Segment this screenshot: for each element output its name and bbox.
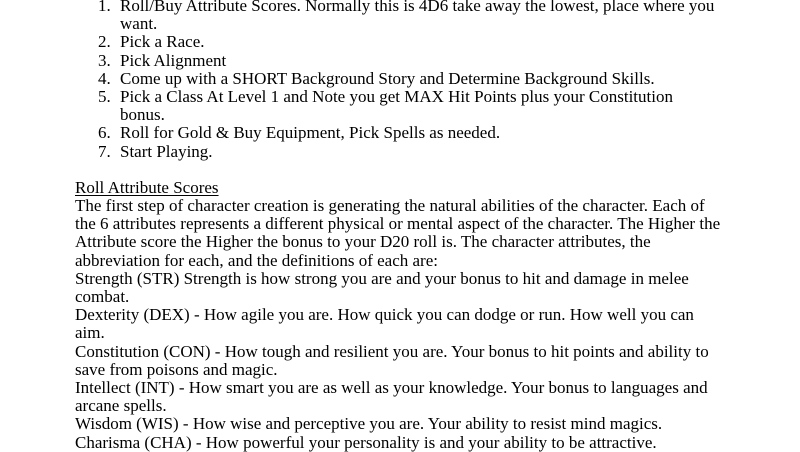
attribute-intellect: Intellect (INT) - How smart you are as well as your knowledge. Your bonus to languages and arcane spells. bbox=[75, 378, 708, 416]
roll-attribute-scores-section bbox=[0, 179, 725, 452]
list-number: 5. bbox=[98, 87, 111, 107]
list-item bbox=[0, 70, 720, 88]
list-number: 3. bbox=[98, 50, 111, 70]
list-number: 4. bbox=[98, 68, 111, 88]
list-item-text: Pick a Class At Level 1 and Note you get MAX Hit Points plus your Constitution bonus. bbox=[120, 87, 673, 125]
list-item bbox=[0, 52, 720, 70]
list-number: 7. bbox=[98, 141, 111, 161]
list-item bbox=[0, 143, 720, 161]
list-number: 1. bbox=[98, 0, 111, 15]
attribute-wisdom: Wisdom (WIS) - How wise and perceptive you are. Your ability to resist mind magics. bbox=[75, 414, 663, 434]
list-item-text: Pick Alignment bbox=[120, 50, 227, 70]
list-item-text: Roll for Gold & Buy Equipment, Pick Spells as needed. bbox=[120, 123, 501, 143]
list-number: 2. bbox=[98, 32, 111, 52]
list-item-text: Pick a Race. bbox=[120, 32, 205, 52]
section-heading: Roll Attribute Scores bbox=[75, 177, 219, 197]
list-item-text: Start Playing. bbox=[120, 141, 213, 161]
list-item bbox=[0, 0, 720, 33]
attribute-strength: Strength (STR) Strength is how strong you are and your bonus to hit and damage in melee combat. bbox=[75, 268, 689, 307]
list-item bbox=[0, 33, 720, 51]
character-creation-steps bbox=[0, 0, 800, 161]
attribute-dexterity: Dexterity (DEX) - How agile you are. How quick you can dodge or run. How well you can aim. bbox=[75, 305, 694, 343]
list-item-text: Roll/Buy Attribute Scores. Normally this is 4D6 take away the lowest, place where you want. bbox=[120, 0, 715, 34]
list-item-text: Come up with a SHORT Background Story and Determine Background Skills. bbox=[120, 68, 655, 88]
list-item bbox=[0, 88, 720, 124]
section-intro-paragraph: The first step of character creation is generating the natural abilities of the character. Each of the 6 attributes represents a different physical or mental aspect of the character. The Higher the Attribute score the Higher the bonus to your D20 roll is. The character attributes, the abbreviation for each, and the definitions of each are: bbox=[75, 196, 721, 270]
list-item bbox=[0, 124, 720, 142]
list-number: 6. bbox=[98, 123, 111, 143]
attribute-constitution: Constitution (CON) - How tough and resilient you are. Your bonus to hit points and ability to save from poisons and magic. bbox=[75, 341, 709, 379]
attribute-charisma: Charisma (CHA) - How powerful your personality is and your ability to be attractive. bbox=[75, 432, 657, 452]
